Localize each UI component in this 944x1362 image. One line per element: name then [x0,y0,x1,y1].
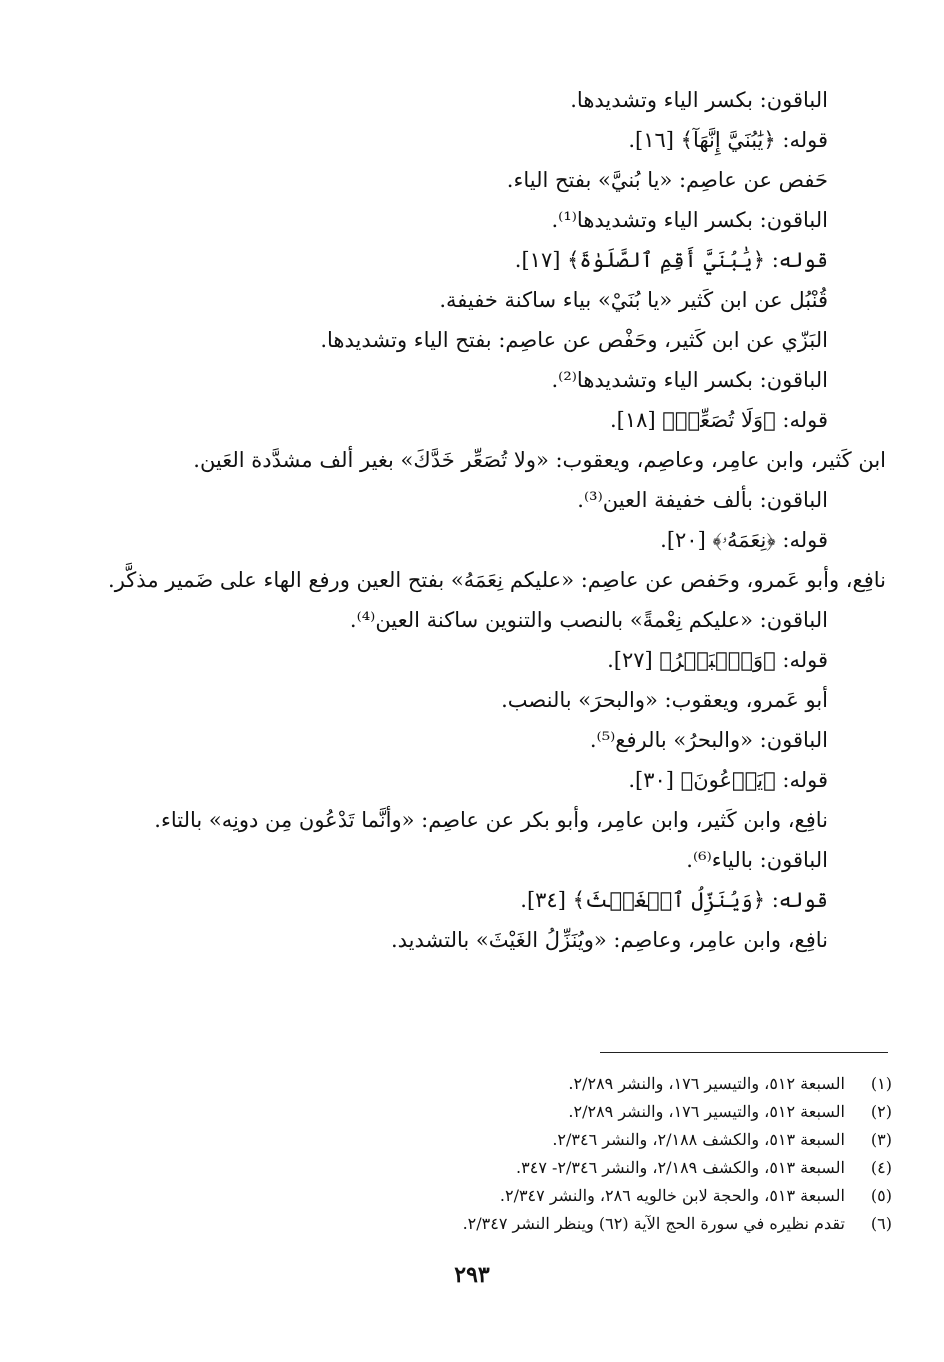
text-line: نافِع، وأبو عَمرو، وحَفص عن عاصِم: «عليكم نِعَمَهُ» بفتح العين ورفع الهاء على ضَمير مذكَّر. [108,568,886,592]
text-line: الباقون: «عليكم نِعْمةً» بالنصب والتنوين ساكنة العين⁽⁴⁾. [349,608,828,632]
text-line: الباقون: بكسر الياء وتشديدها. [570,88,828,112]
footnotes [92,1070,892,1238]
text-line: قوله: ﴿وَيُنَزِّلُ ٱلۡغَيۡثَ﴾ [٣٤]. [520,888,828,912]
footnote-number: (٤) [870,1158,892,1177]
footnote [92,1126,892,1154]
footnote [92,1098,892,1126]
text-line: الباقون: بكسر الياء وتشديدها⁽¹⁾. [551,208,828,232]
text-line: قوله: ﴿يَٰبُنَيَّ أَقِمِ ٱلصَّلَوٰةَ﴾ [١٧]. [514,248,828,272]
text-line: قوله: ﴿وَلَا تُصَعِّرۡ﴾ [١٨]. [610,408,828,432]
text-line: الباقون: بالياء⁽⁶⁾. [686,848,828,872]
footnote-text: السبعة ٥١٢، والتيسير ١٧٦، والنشر ٢/٢٨٩. [568,1102,845,1121]
text-line: قوله: ﴿نِعَمَهُۥ﴾ [٢٠]. [660,528,828,552]
main-text [92,80,886,960]
text-line: أبو عَمرو، ويعقوب: «والبحرَ» بالنصب. [501,688,828,712]
footnote-number: (٢) [870,1102,892,1121]
text-line: حَفص عن عاصِم: «يا بُنيَّ» بفتح الياء. [506,168,828,192]
footnote-number: (٦) [870,1214,892,1233]
text-line: قوله: ﴿وَٱلۡبَحۡرُ﴾ [٢٧]. [607,648,828,672]
footnote-number: (١) [870,1074,892,1093]
footnote-text: السبعة ٥١٣، والحجة لابن خالويه ٢٨٦، والنشر ٢/٣٤٧. [499,1186,845,1205]
page-number: ٢٩٣ [454,1262,490,1288]
footnote [92,1070,892,1098]
footnote [92,1182,892,1210]
footnote [92,1210,892,1238]
footnote-number: (٣) [870,1130,892,1149]
text-line: نافِع، وابن كَثير، وابن عامِر، وأبو بكر عن عاصِم: «وأنَّما تَدْعُون مِن دونِه» بالتاء. [154,808,828,832]
footnote-text: تقدم نظيره في سورة الحج الآية (٦٢) وينظر النشر ٢/٣٤٧. [462,1214,845,1233]
footnote-text: السبعة ٥١٢، والتيسير ١٧٦، والنشر ٢/٢٨٩. [568,1074,845,1093]
text-line: الباقون: بكسر الياء وتشديدها⁽²⁾. [551,368,828,392]
footnote [92,1154,892,1182]
footnote-text: السبعة ٥١٣، والكشف ٢/١٨٩، والنشر ٢/٣٤٦- ٣٤٧. [516,1158,845,1177]
text-line: نافِع، وابن عامِر، وعاصِم: «ويُنَزِّلُ الغَيْثَ» بالتشديد. [390,928,828,952]
text-line: الباقون: «والبحرُ» بالرفع⁽⁵⁾. [589,728,828,752]
text-line: ابن كَثير، وابن عامِر، وعاصِم، ويعقوب: «ولا تُصَعِّر خَدَّكَ» بغير ألف مشدَّدة العَين. [193,448,886,472]
text-line: قُنْبُل عن ابن كَثير «يا بُنَيْ» بياء ساكنة خفيفة. [439,288,828,312]
text-line: البَزّي عن ابن كَثير، وحَفْص عن عاصِم: بفتح الياء وتشديدها. [320,328,828,352]
footnote-divider [600,1052,888,1053]
text-line: الباقون: بألف خفيفة العين⁽³⁾. [577,488,828,512]
footnote-text: السبعة ٥١٣، والكشف ٢/١٨٨، والنشر ٢/٣٤٦. [552,1130,845,1149]
text-line: قوله: ﴿يَدۡعُونَ﴾ [٣٠]. [628,768,828,792]
footnote-number: (٥) [870,1186,892,1205]
text-line: قوله: ﴿يَٰبُنَيَّ إِنَّهَآ﴾ [١٦]. [628,128,828,152]
